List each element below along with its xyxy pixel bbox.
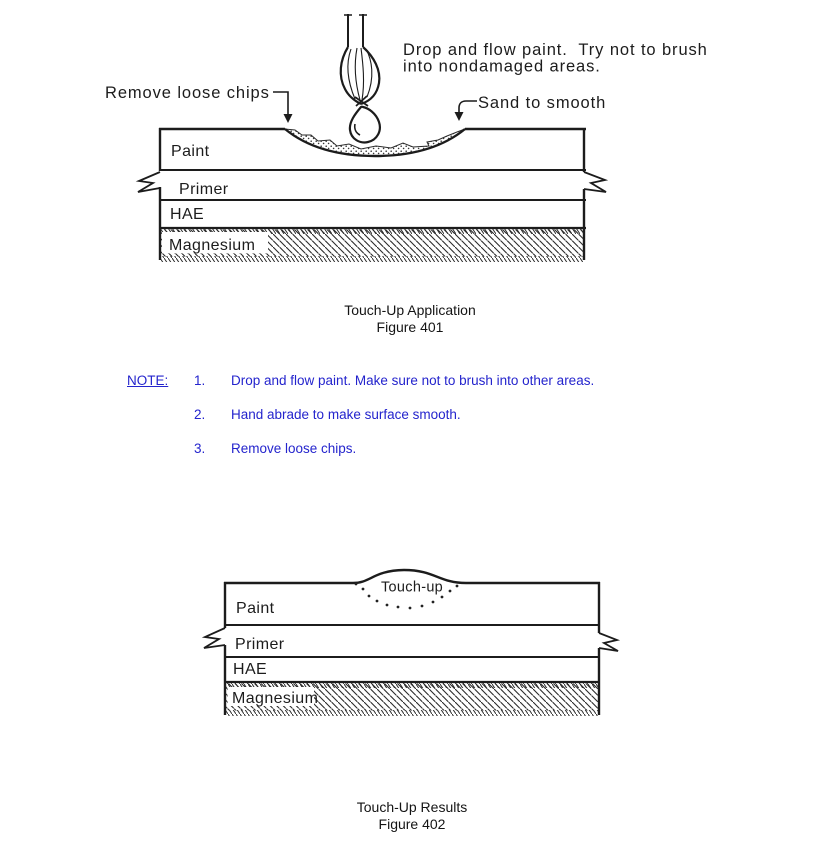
note-item-number: 1. — [194, 373, 206, 388]
figure-401-diagram — [105, 14, 708, 262]
figure-401-caption-title: Touch-Up Application — [344, 302, 476, 318]
layer-label-magnesium: Magnesium — [232, 690, 319, 707]
figure-402-caption-number: Figure 402 — [378, 816, 446, 832]
break-symbol-right — [599, 633, 618, 651]
figure-402-diagram — [204, 570, 618, 716]
figure-402-caption — [262, 799, 562, 833]
layer-label-hae: HAE — [170, 206, 205, 223]
note-item-number: 2. — [194, 407, 206, 422]
layer-label-paint: Paint — [236, 600, 275, 617]
break-symbol-right — [584, 172, 606, 192]
remove-loose-chips-leader-arrow — [273, 92, 293, 123]
layer-label-hae: HAE — [233, 661, 268, 678]
figure-401-caption-number: Figure 401 — [376, 319, 444, 335]
note-item-text: Hand abrade to make surface smooth. — [231, 407, 461, 422]
callout-remove-loose-chips: Remove loose chips — [105, 84, 270, 102]
figure-402-layer-panel — [204, 570, 618, 716]
note-item-text: Remove loose chips. — [231, 441, 357, 456]
touch-up-label: Touch-up — [381, 579, 444, 596]
figure-401-layer-panel — [138, 128, 606, 262]
note-item-text: Drop and flow paint. Make sure not to brush into other areas. — [231, 373, 595, 388]
figure-401-caption — [260, 302, 560, 336]
instruction-text-line2: into nondamaged areas. — [403, 57, 601, 76]
instruction-text-line1: Drop and flow paint. Try not to brush — [403, 41, 708, 59]
layer-label-primer: Primer — [179, 181, 229, 198]
callout-sand-to-smooth: Sand to smooth — [478, 94, 607, 112]
figure-402-caption-title: Touch-Up Results — [356, 799, 468, 815]
note-item-number: 3. — [194, 441, 206, 456]
break-symbol-left — [204, 628, 225, 648]
layer-label-magnesium: Magnesium — [169, 237, 256, 254]
sand-to-smooth-leader-arrow — [455, 101, 478, 121]
break-symbol-left — [138, 172, 160, 192]
note-heading: NOTE: — [127, 373, 169, 388]
paint-brush-icon — [341, 14, 380, 142]
layer-label-primer: Primer — [235, 636, 285, 653]
layer-label-paint: Paint — [171, 143, 210, 160]
